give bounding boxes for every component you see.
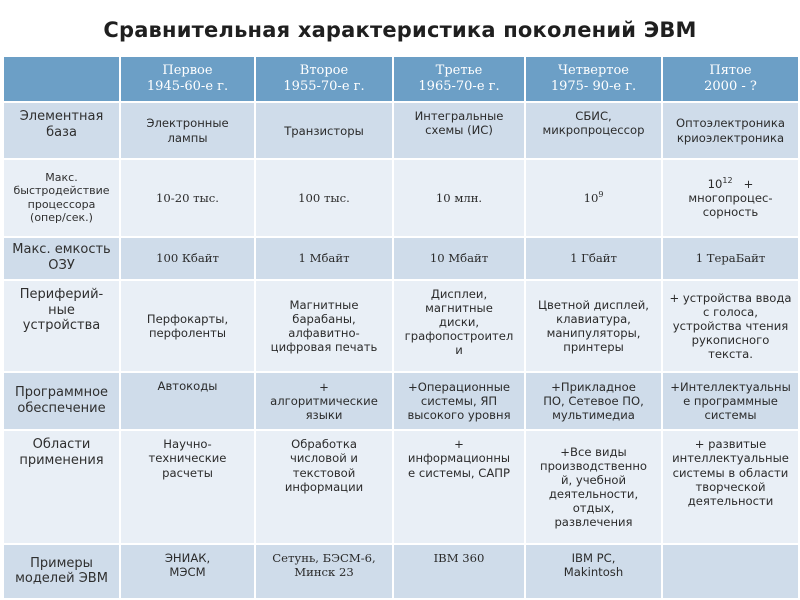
cell-line: числовой и [290,451,358,466]
cell-line: алгоритмические [270,394,378,409]
cell-line: 10 Мбайт [429,251,489,266]
row-peripherals [3,280,799,372]
cell-line: текста. [708,347,753,362]
table-cell [525,102,662,159]
cell-line: мультимедиа [552,408,635,423]
table-cell [525,159,662,236]
gen-years: 1945-60-е г. [146,79,229,94]
table-cell [393,544,525,599]
cell-line: информационны [407,451,511,466]
table-cell [662,237,799,280]
cell-line: Сетунь, БЭСМ-6, [272,550,376,565]
cell-line: графопостроител [404,329,514,344]
cell-line: информации [284,479,364,494]
row-element-base [3,102,799,159]
row-label [3,237,120,280]
table-cell [393,430,525,543]
cell-line: Makintosh [563,564,624,579]
table-cell [662,280,799,372]
row-label-line: применения [19,453,104,469]
cell-exponent: 12 [722,175,733,185]
cell-line: Магнитные [289,297,359,312]
table-cell [393,237,525,280]
gen-name: Первое [162,63,213,79]
gen-years: 1965-70-е г. [418,79,500,94]
cell-line: Дисплеи, [430,286,488,301]
cell-line: + [454,437,464,452]
cell-line: отдых, [572,501,615,516]
row-speed [3,159,799,236]
cell-line: 10 млн. [435,190,483,205]
table-cell [662,544,799,599]
cell-line: системы [704,408,757,423]
cell-line: манипуляторы, [546,325,641,340]
cell-line: технические [148,451,227,466]
table-cell [525,372,662,430]
cell-line: рукописного [691,332,770,347]
cell-line: +Интеллектуальны [670,379,791,394]
row-applications [3,430,799,543]
row-label-line: Программное [14,385,109,401]
table-cell [255,237,393,280]
table-cell [525,280,662,372]
table-cell [120,544,255,599]
header-gen-5 [662,56,799,102]
header-gen-3 [393,56,525,102]
row-label-line: ные [48,302,75,318]
table-cell [120,430,255,543]
table-cell [255,372,393,430]
header-gen-2 [255,56,393,102]
cell-line: +Прикладное [551,379,636,394]
cell-line: е программные [683,394,778,409]
cell-line: расчеты [162,465,213,480]
cell-line: 100 Кбайт [156,251,219,266]
table-cell [120,102,255,159]
row-label [3,544,120,599]
cell-line: Обработка [291,437,357,452]
table-cell [120,280,255,372]
gen-name: Четвертое [558,63,629,79]
gen-name: Второе [299,63,349,79]
cell-line: + развитые [694,437,767,452]
row-label-line: обеспечение [17,401,106,417]
cell-line: магнитные [425,300,493,315]
cell-line: Автокоды [157,379,218,394]
cell-line: принтеры [563,340,624,354]
cell-line: с голоса, [703,304,758,319]
cell-line: Оптоэлектроника [676,116,785,131]
cell-line: высокого уровня [407,408,511,423]
row-memory [3,237,799,280]
table-cell [393,280,525,372]
row-label-line: ОЗУ [48,258,75,274]
cell-line: 100 тыс. [298,190,350,205]
cell-line: и [455,343,463,358]
cell-line: 10-20 тыс. [156,190,219,205]
cell-line: 1 Мбайт [298,251,350,266]
table-cell [525,237,662,280]
cell-line: текстовой [292,465,356,480]
cell-line: IBM 360 [433,550,485,565]
cell-line: е системы, САПР [408,465,510,480]
cell-line: диски, [438,314,480,329]
cell-exponent: 9 [598,189,604,199]
cell-line: й, учебной [560,472,627,487]
comparison-table [2,55,800,600]
cell-line: 1 Гбайт [570,251,617,266]
cell-line: Минск 23 [294,564,354,579]
cell-line: + устройства ввода [669,290,792,305]
row-label [3,280,120,372]
row-label [3,159,120,236]
page-title: Сравнительная характеристика поколений ЭВМ [103,18,697,42]
cell-plus: + [743,176,754,191]
table-cell [525,544,662,599]
header-gen-1 [120,56,255,102]
gen-years: 1955-70-е г. [283,79,365,94]
table-cell [255,430,393,543]
cell-line: развлечения [554,515,633,530]
cell-line: цифровая печать [270,340,378,354]
cell-line: МЭСМ [169,564,206,579]
row-label-line: Макс. емкость [12,242,111,258]
row-label [3,102,120,159]
row-label [3,372,120,430]
cell-line: производственно [539,458,648,473]
row-label-line: процессора [27,197,96,211]
table-cell [120,159,255,236]
cell-line: интеллектуальные [672,451,789,466]
header-gen-4 [525,56,662,102]
cell-line: 1 ТераБайт [695,251,766,266]
table-cell [255,159,393,236]
cell-line: алфавитно- [288,325,360,340]
cell-line: деятельности [687,493,774,508]
cell-line: Электронные [146,116,229,131]
header-corner-cell [3,56,120,102]
cell-line: +Все виды [560,444,627,459]
gen-name: Пятое [709,63,752,79]
row-label-line: Примеры [30,555,93,571]
cell-line: клавиатура, [556,311,631,326]
table-cell [662,102,799,159]
row-label-line: база [46,124,77,140]
row-label [3,430,120,543]
cell-line: лампы [167,130,208,145]
row-label-line: Макс. [45,171,78,185]
table-cell [662,159,799,236]
cell-line: Транзисторы [284,123,364,138]
cell-line: барабаны, [292,311,356,326]
cell-line: Перфокарты, [146,311,229,326]
header-row [3,56,799,102]
cell-line: ПО, Сетевое ПО, [543,394,644,409]
table-cell [393,372,525,430]
cell-line: Интегральные [414,109,504,123]
row-label-line: Элементная [19,109,104,124]
table-cell [255,102,393,159]
cell-line: перфоленты [148,325,227,340]
row-label-line: моделей ЭВМ [15,571,108,587]
cell-line: +Операционные [408,379,510,394]
row-models [3,544,799,599]
row-label-line: (опер/сек.) [30,211,93,225]
gen-years: 2000 - ? [704,79,757,94]
cell-line: системы, ЯП [420,394,498,409]
cell-line: многопроцес- [688,190,773,205]
table-cell [393,159,525,236]
table-cell [525,430,662,543]
cell-line: СБИС, [575,109,612,123]
table-cell [120,237,255,280]
table-cell [662,430,799,543]
cell-line: схемы (ИС) [425,123,493,138]
row-label-line: Области [32,437,91,453]
table-cell [120,372,255,430]
cell-line: языки [305,408,343,423]
cell-line: + [319,379,329,394]
cell-line: криоэлектроника [676,130,785,145]
table-cell [393,102,525,159]
row-software [3,372,799,430]
table-cell [255,280,393,372]
cell-line: Цветной дисплей, [538,297,649,312]
cell-line: деятельности, [548,486,639,501]
cell-base: 10 [707,176,723,191]
cell-line: IBM PC, [571,550,616,565]
cell-line: системы в области [672,465,789,480]
table-cell [255,544,393,599]
table-cell [662,372,799,430]
row-label-line: быстродействие [13,184,110,198]
gen-name: Третье [435,63,483,79]
cell-line: микропроцессор [542,123,645,138]
cell-line: Научно- [163,437,212,452]
cell-line: устройства чтения [672,318,789,333]
row-label-line: Периферий- [19,286,104,302]
cell-base: 10 [583,190,599,205]
cell-line: ЭНИАК, [164,550,211,565]
cell-line: творческой [695,479,766,494]
row-label-line: устройства [22,318,101,334]
gen-years: 1975- 90-е г. [550,79,637,94]
cell-line: сорность [702,204,759,219]
